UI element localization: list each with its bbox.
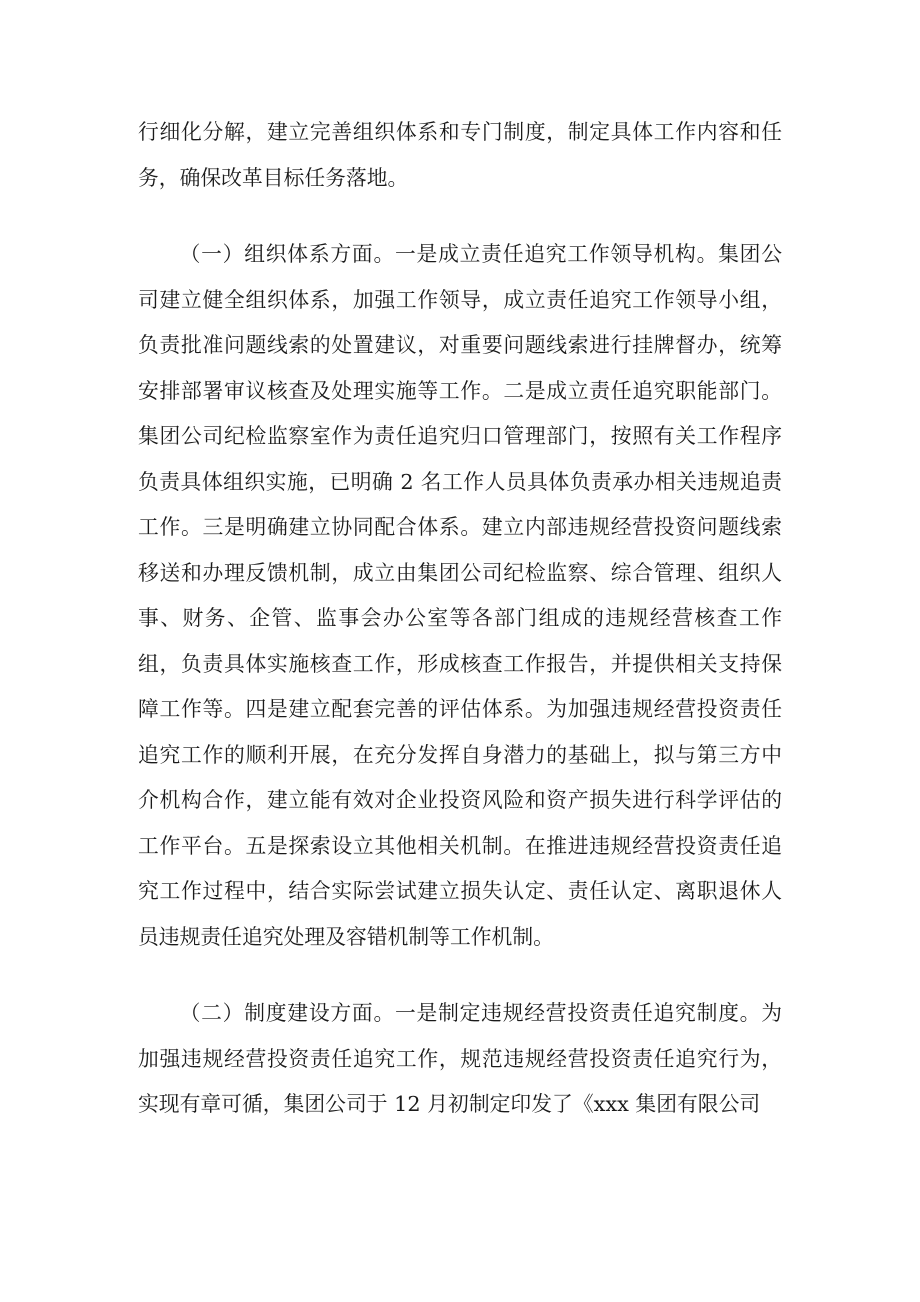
paragraph-institution-building: （二）制度建设方面。一是制定违规经营投资责任追究制度。为加强违规经营投资责任追究工作，规范违规经营投资责任追究行为，实现有章可循，集团公司于 12 月初制定印发了《xxx 集团有限公司 bbox=[138, 1001, 782, 1116]
paragraph-organization-system: （一）组织体系方面。一是成立责任追究工作领导机构。集团公司建立健全组织体系，加强工作领导，成立责任追究工作领导小组，负责批准问题线索的处置建议，对重要问题线索进行挂牌督办，统筹安排部署审议核查及处理实施等工作。二是成立责任追究职能部门。集团公司纪检监察室作为责任追究归口管理部门，按照有关工作程序负责具体组织实施，已明确 2 名工作人员具体负责承办相关违规追责工作。三是明确建立协同配合体系。建立内部违规经营投资问题线索移送和办理反馈机制，成立由集团公司纪检监察、综合管理、组织人事、财务、企管、监事会办公室等各部门组成的违规经营核查工作组，负责具体实施核查工作，形成核查工作报告，并提供相关支持保障工作等。四是建立配套完善的评估体系。为加强违规经营投资责任追究工作的顺利开展，在充分发挥自身潜力的基础上，拟与第三方中介机构合作，建立能有效对企业投资风险和资产损失进行科学评估的工作平台。五是探索设立其他相关机制。在推进违规经营投资责任追究工作过程中，结合实际尝试建立损失认定、责任认定、离职退休人员违规责任追究处理及容错机制等工作机制。 bbox=[138, 242, 782, 949]
paragraph-continuation: 行细化分解，建立完善组织体系和专门制度，制定具体工作内容和任务，确保改革目标任务落地。 bbox=[138, 120, 782, 190]
document-page bbox=[138, 110, 782, 1168]
